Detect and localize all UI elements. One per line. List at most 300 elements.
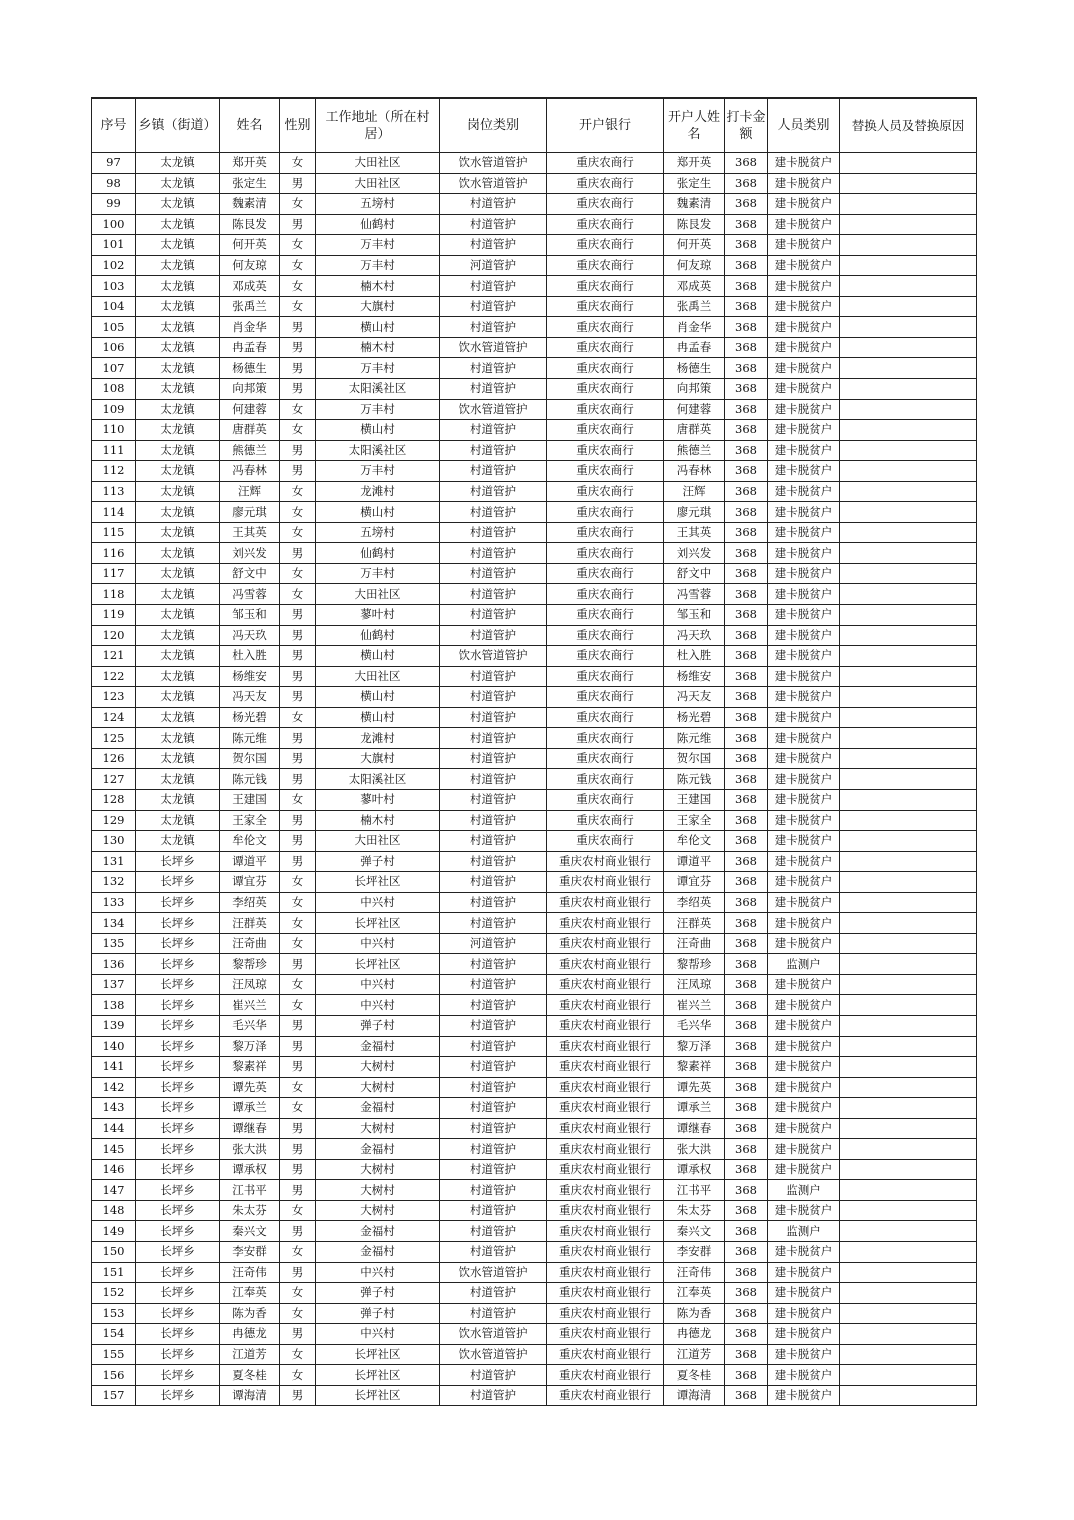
table-row [92,522,977,543]
cell-bank: 重庆农村商业银行 [547,1159,664,1180]
cell-index: 115 [92,522,136,543]
table-row [92,1241,977,1262]
cell-category: 建卡脱贫户 [768,851,840,872]
cell-account-holder: 江书平 [664,1180,725,1201]
cell-address: 中兴村 [316,995,440,1016]
cell-address: 大树村 [316,1180,440,1201]
cell-post-type: 村道管护 [440,1057,547,1078]
table-row [92,1283,977,1304]
table-row [92,399,977,420]
cell-replacement [840,461,977,482]
table-row [92,1118,977,1139]
cell-gender: 女 [280,481,316,502]
cell-gender: 男 [280,810,316,831]
cell-amount: 368 [725,420,768,441]
cell-township: 太龙镇 [136,831,220,852]
cell-amount: 368 [725,296,768,317]
cell-gender: 男 [280,173,316,194]
cell-category: 建卡脱贫户 [768,1077,840,1098]
cell-bank: 重庆农商行 [547,173,664,194]
cell-bank: 重庆农村商业银行 [547,933,664,954]
table-row [92,173,977,194]
cell-name: 黎万泽 [220,1036,280,1057]
cell-address: 弹子村 [316,1303,440,1324]
cell-amount: 368 [725,358,768,379]
cell-post-type: 村道管护 [440,605,547,626]
cell-bank: 重庆农商行 [547,646,664,667]
cell-name: 杨光碧 [220,707,280,728]
cell-address: 中兴村 [316,892,440,913]
cell-category: 建卡脱贫户 [768,1262,840,1283]
cell-category: 建卡脱贫户 [768,646,840,667]
cell-amount: 368 [725,317,768,338]
cell-replacement [840,810,977,831]
cell-address: 太阳溪社区 [316,379,440,400]
cell-bank: 重庆农村商业银行 [547,1344,664,1365]
cell-account-holder: 肖金华 [664,317,725,338]
cell-township: 太龙镇 [136,707,220,728]
cell-index: 153 [92,1303,136,1324]
cell-name: 王建国 [220,789,280,810]
cell-address: 金福村 [316,1036,440,1057]
cell-replacement [840,625,977,646]
cell-address: 万丰村 [316,399,440,420]
cell-index: 134 [92,913,136,934]
cell-account-holder: 向邦策 [664,379,725,400]
cell-name: 牟伦文 [220,831,280,852]
cell-account-holder: 汪辉 [664,481,725,502]
cell-address: 仙鹤村 [316,543,440,564]
cell-gender: 女 [280,707,316,728]
cell-account-holder: 冯天玖 [664,625,725,646]
cell-category: 建卡脱贫户 [768,1241,840,1262]
cell-index: 107 [92,358,136,379]
cell-name: 夏冬桂 [220,1365,280,1386]
cell-bank: 重庆农商行 [547,707,664,728]
table-row [92,1221,977,1242]
cell-gender: 男 [280,728,316,749]
cell-bank: 重庆农商行 [547,502,664,523]
cell-index: 136 [92,954,136,975]
cell-name: 谭先英 [220,1077,280,1098]
cell-index: 122 [92,666,136,687]
table-row [92,358,977,379]
cell-amount: 368 [725,522,768,543]
cell-category: 建卡脱贫户 [768,399,840,420]
cell-account-holder: 夏冬桂 [664,1365,725,1386]
cell-amount: 368 [725,913,768,934]
cell-category: 建卡脱贫户 [768,584,840,605]
cell-name: 汪奇伟 [220,1262,280,1283]
cell-index: 130 [92,831,136,852]
cell-township: 太龙镇 [136,235,220,256]
cell-category: 建卡脱贫户 [768,563,840,584]
cell-bank: 重庆农商行 [547,194,664,215]
cell-account-holder: 张禹兰 [664,296,725,317]
cell-replacement [840,995,977,1016]
cell-township: 长坪乡 [136,1036,220,1057]
cell-amount: 368 [725,584,768,605]
cell-index: 152 [92,1283,136,1304]
cell-address: 龙滩村 [316,728,440,749]
cell-gender: 女 [280,1283,316,1304]
cell-amount: 368 [725,1139,768,1160]
cell-index: 102 [92,255,136,276]
cell-category: 建卡脱贫户 [768,1139,840,1160]
cell-name: 何建蓉 [220,399,280,420]
cell-gender: 男 [280,769,316,790]
cell-account-holder: 谭承权 [664,1159,725,1180]
cell-category: 建卡脱贫户 [768,296,840,317]
table-row [92,502,977,523]
table-row [92,1303,977,1324]
cell-account-holder: 李安群 [664,1241,725,1262]
cell-account-holder: 冯雪蓉 [664,584,725,605]
cell-township: 太龙镇 [136,317,220,338]
cell-index: 155 [92,1344,136,1365]
cell-account-holder: 杨德生 [664,358,725,379]
cell-address: 横山村 [316,707,440,728]
cell-township: 太龙镇 [136,605,220,626]
cell-account-holder: 黎万泽 [664,1036,725,1057]
table-row [92,831,977,852]
cell-township: 太龙镇 [136,687,220,708]
cell-post-type: 村道管护 [440,502,547,523]
table-row [92,810,977,831]
table-row [92,707,977,728]
cell-amount: 368 [725,1118,768,1139]
cell-replacement [840,481,977,502]
cell-amount: 368 [725,1036,768,1057]
table-row [92,974,977,995]
cell-amount: 368 [725,379,768,400]
cell-amount: 368 [725,872,768,893]
roster-table [91,97,977,1406]
cell-bank: 重庆农商行 [547,358,664,379]
cell-post-type: 村道管护 [440,1159,547,1180]
cell-post-type: 村道管护 [440,913,547,934]
cell-index: 149 [92,1221,136,1242]
cell-replacement [840,892,977,913]
cell-address: 长坪社区 [316,913,440,934]
cell-post-type: 村道管护 [440,461,547,482]
cell-index: 123 [92,687,136,708]
cell-amount: 368 [725,995,768,1016]
cell-index: 120 [92,625,136,646]
table-row [92,995,977,1016]
cell-name: 江书平 [220,1180,280,1201]
cell-category: 建卡脱贫户 [768,255,840,276]
cell-bank: 重庆农商行 [547,563,664,584]
cell-replacement [840,728,977,749]
cell-township: 太龙镇 [136,153,220,174]
cell-index: 133 [92,892,136,913]
cell-post-type: 饮水管道管护 [440,1262,547,1283]
cell-category: 建卡脱贫户 [768,1118,840,1139]
cell-amount: 368 [725,399,768,420]
cell-gender: 女 [280,235,316,256]
cell-replacement [840,420,977,441]
cell-name: 唐群英 [220,420,280,441]
cell-account-holder: 杨维安 [664,666,725,687]
cell-name: 肖金华 [220,317,280,338]
cell-amount: 368 [725,1262,768,1283]
cell-post-type: 村道管护 [440,317,547,338]
cell-amount: 368 [725,1303,768,1324]
cell-index: 135 [92,933,136,954]
cell-bank: 重庆农商行 [547,379,664,400]
cell-bank: 重庆农商行 [547,276,664,297]
cell-bank: 重庆农商行 [547,235,664,256]
cell-post-type: 河道管护 [440,255,547,276]
cell-amount: 368 [725,605,768,626]
cell-index: 142 [92,1077,136,1098]
cell-index: 117 [92,563,136,584]
cell-replacement [840,974,977,995]
cell-category: 监测户 [768,1180,840,1201]
cell-category: 建卡脱贫户 [768,153,840,174]
cell-category: 建卡脱贫户 [768,1324,840,1345]
cell-name: 李安群 [220,1241,280,1262]
cell-category: 建卡脱贫户 [768,687,840,708]
table-row [92,194,977,215]
cell-index: 103 [92,276,136,297]
cell-township: 长坪乡 [136,1385,220,1406]
cell-account-holder: 王其英 [664,522,725,543]
cell-gender: 男 [280,337,316,358]
cell-post-type: 饮水管道管护 [440,337,547,358]
cell-account-holder: 谭海清 [664,1385,725,1406]
cell-gender: 男 [280,379,316,400]
table-row [92,851,977,872]
cell-replacement [840,1385,977,1406]
cell-account-holder: 汪奇曲 [664,933,725,954]
cell-bank: 重庆农商行 [547,748,664,769]
cell-post-type: 村道管护 [440,194,547,215]
cell-post-type: 村道管护 [440,1221,547,1242]
cell-account-holder: 崔兴兰 [664,995,725,1016]
header-cell: 乡镇（街道） [136,98,220,153]
cell-account-holder: 杨光碧 [664,707,725,728]
table-row [92,1385,977,1406]
table-row [92,1180,977,1201]
cell-account-holder: 唐群英 [664,420,725,441]
cell-category: 建卡脱贫户 [768,1036,840,1057]
cell-township: 长坪乡 [136,1344,220,1365]
cell-bank: 重庆农商行 [547,687,664,708]
cell-township: 太龙镇 [136,461,220,482]
cell-category: 建卡脱贫户 [768,1200,840,1221]
cell-amount: 368 [725,461,768,482]
cell-bank: 重庆农商行 [547,481,664,502]
cell-name: 杨德生 [220,358,280,379]
table-row [92,769,977,790]
cell-post-type: 村道管护 [440,481,547,502]
cell-index: 132 [92,872,136,893]
cell-gender: 男 [280,1221,316,1242]
cell-index: 127 [92,769,136,790]
cell-category: 建卡脱贫户 [768,214,840,235]
cell-category: 建卡脱贫户 [768,276,840,297]
cell-account-holder: 江奉英 [664,1283,725,1304]
table-row [92,276,977,297]
cell-address: 大田社区 [316,666,440,687]
cell-amount: 368 [725,481,768,502]
cell-township: 太龙镇 [136,748,220,769]
cell-replacement [840,1200,977,1221]
cell-bank: 重庆农商行 [547,214,664,235]
cell-amount: 368 [725,666,768,687]
cell-replacement [840,605,977,626]
cell-township: 长坪乡 [136,1015,220,1036]
table-row [92,728,977,749]
cell-category: 建卡脱贫户 [768,194,840,215]
cell-post-type: 饮水管道管护 [440,646,547,667]
cell-category: 建卡脱贫户 [768,872,840,893]
cell-bank: 重庆农村商业银行 [547,1180,664,1201]
cell-post-type: 村道管护 [440,1077,547,1098]
cell-post-type: 村道管护 [440,769,547,790]
cell-amount: 368 [725,502,768,523]
cell-post-type: 村道管护 [440,810,547,831]
cell-post-type: 村道管护 [440,1036,547,1057]
cell-post-type: 村道管护 [440,214,547,235]
cell-address: 太阳溪社区 [316,440,440,461]
cell-bank: 重庆农村商业银行 [547,1303,664,1324]
table-row [92,337,977,358]
cell-replacement [840,954,977,975]
table-row [92,255,977,276]
cell-category: 建卡脱贫户 [768,974,840,995]
table-row [92,625,977,646]
cell-township: 太龙镇 [136,625,220,646]
cell-gender: 女 [280,153,316,174]
cell-post-type: 村道管护 [440,1303,547,1324]
cell-replacement [840,1057,977,1078]
cell-bank: 重庆农村商业银行 [547,1283,664,1304]
cell-bank: 重庆农村商业银行 [547,1262,664,1283]
cell-amount: 368 [725,625,768,646]
cell-name: 陈元维 [220,728,280,749]
cell-category: 建卡脱贫户 [768,440,840,461]
cell-township: 太龙镇 [136,276,220,297]
table-row [92,1057,977,1078]
cell-post-type: 村道管护 [440,543,547,564]
cell-address: 万丰村 [316,461,440,482]
cell-bank: 重庆农村商业银行 [547,995,664,1016]
cell-name: 何开英 [220,235,280,256]
cell-post-type: 村道管护 [440,235,547,256]
cell-bank: 重庆农商行 [547,728,664,749]
table-row [92,461,977,482]
cell-name: 谭承权 [220,1159,280,1180]
cell-address: 金福村 [316,1139,440,1160]
cell-address: 仙鹤村 [316,214,440,235]
cell-amount: 368 [725,276,768,297]
cell-account-holder: 汪奇伟 [664,1262,725,1283]
table-row [92,543,977,564]
cell-replacement [840,1303,977,1324]
cell-address: 长坪社区 [316,1344,440,1365]
cell-index: 137 [92,974,136,995]
table-row [92,1036,977,1057]
cell-replacement [840,584,977,605]
cell-account-holder: 熊德兰 [664,440,725,461]
cell-address: 中兴村 [316,933,440,954]
cell-gender: 女 [280,296,316,317]
cell-post-type: 村道管护 [440,789,547,810]
cell-name: 冯天友 [220,687,280,708]
cell-township: 长坪乡 [136,1077,220,1098]
cell-amount: 368 [725,1283,768,1304]
cell-bank: 重庆农村商业银行 [547,1385,664,1406]
cell-post-type: 村道管护 [440,1098,547,1119]
cell-amount: 368 [725,1180,768,1201]
cell-account-holder: 刘兴发 [664,543,725,564]
cell-account-holder: 冯天友 [664,687,725,708]
cell-post-type: 村道管护 [440,1015,547,1036]
table-row [92,440,977,461]
cell-address: 太阳溪社区 [316,769,440,790]
cell-account-holder: 谭先英 [664,1077,725,1098]
cell-address: 长坪社区 [316,1365,440,1386]
cell-index: 109 [92,399,136,420]
cell-gender: 女 [280,563,316,584]
cell-category: 建卡脱贫户 [768,605,840,626]
cell-replacement [840,831,977,852]
cell-post-type: 村道管护 [440,522,547,543]
cell-category: 建卡脱贫户 [768,1385,840,1406]
header-cell: 开户人姓名 [664,98,725,153]
cell-post-type: 村道管护 [440,563,547,584]
cell-name: 舒文中 [220,563,280,584]
cell-post-type: 村道管护 [440,872,547,893]
cell-post-type: 村道管护 [440,728,547,749]
cell-name: 谭海清 [220,1385,280,1406]
table-row [92,748,977,769]
cell-gender: 男 [280,687,316,708]
cell-township: 长坪乡 [136,1200,220,1221]
cell-bank: 重庆农村商业银行 [547,1221,664,1242]
cell-township: 太龙镇 [136,379,220,400]
cell-replacement [840,1098,977,1119]
cell-post-type: 饮水管道管护 [440,1344,547,1365]
cell-index: 105 [92,317,136,338]
cell-index: 131 [92,851,136,872]
cell-category: 建卡脱贫户 [768,933,840,954]
cell-gender: 女 [280,1077,316,1098]
cell-amount: 368 [725,1057,768,1078]
cell-index: 139 [92,1015,136,1036]
cell-replacement [840,399,977,420]
cell-address: 横山村 [316,317,440,338]
cell-name: 杜入胜 [220,646,280,667]
cell-township: 长坪乡 [136,913,220,934]
cell-account-holder: 邹玉和 [664,605,725,626]
cell-replacement [840,255,977,276]
cell-name: 崔兴兰 [220,995,280,1016]
cell-amount: 368 [725,1015,768,1036]
cell-post-type: 村道管护 [440,1200,547,1221]
cell-amount: 368 [725,1344,768,1365]
table-row [92,1344,977,1365]
cell-bank: 重庆农商行 [547,789,664,810]
cell-amount: 368 [725,1077,768,1098]
cell-post-type: 村道管护 [440,1365,547,1386]
cell-post-type: 村道管护 [440,625,547,646]
cell-name: 廖元琪 [220,502,280,523]
cell-account-holder: 冉德龙 [664,1324,725,1345]
